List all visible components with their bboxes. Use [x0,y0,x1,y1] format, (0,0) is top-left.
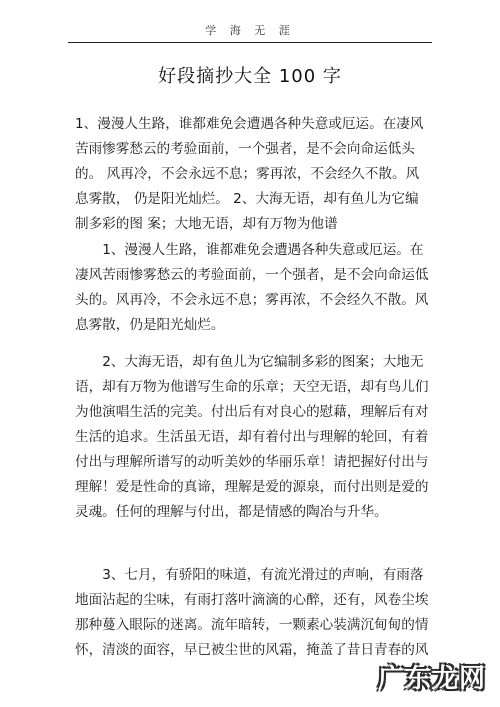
page-header [68,18,432,43]
paragraph-2 [75,238,430,338]
paragraph-3-text: 2、大海无语，却有鱼儿为它编制多彩的图案；大地无语，却有万物为他谱写生命的乐章；天空无语，却有鸟儿们 为他演唱生活的完美。付出后有对良心的慰藉，理解后有对 生活的追求。生活虽无语，却有着付出与理解的轮回，有着 付出与理解所谱写的动听美妙的华丽乐章！请把握好付出与 理解！爱是性命的真谛，理解是爱的源泉，而付出则是爱的 灵魂。任何的理解与付出，都是情感的陶冶与升华。 [75,354,429,520]
document-title: 好段摘抄大全 100 字 [158,66,342,87]
paragraph-1-text: 1、漫漫人生路，谁都难免会遭遇各种失意或厄运。在凄风苦雨惨雾愁云的考验面前，一个强者，是不会向命运低头的。 风再冷，不会永远不息；雾再浓，不会经久不散。风息雾散， 仍是阳光灿烂。 2、大海无语，却有鱼儿为它编制多彩的图 案；大地无语，却有万物为他谱 [75,116,424,232]
paragraph-1 [75,112,430,237]
watermark-logo: 广东龙网 [377,664,486,694]
paragraph-4-text: 3、七月，有骄阳的味道，有流光滑过的声响，有雨落地面沾起的尘味，有雨打落叶滴滴的心醉，还有，风卷尘埃那种蔓入眼际的迷离。流年暗转，一颗素心装满沉甸甸的情怀，清淡的面容，早已被尘世的风霜，掩盖了昔日青春的风 [75,567,429,658]
paragraph-4 [75,563,430,663]
paragraph-2-text: 1、漫漫人生路，谁都难免会遭遇各种失意或厄运。在凄风苦雨惨雾愁云的考验面前，一个强者，是不会向命运低头的。风再冷，不会永远不息；雾再浓，不会经久不散。风 息雾散，仍是阳光灿烂。 [75,242,429,333]
paragraph-3 [75,350,430,525]
header-text: 学 海 无 涯 [205,24,295,37]
